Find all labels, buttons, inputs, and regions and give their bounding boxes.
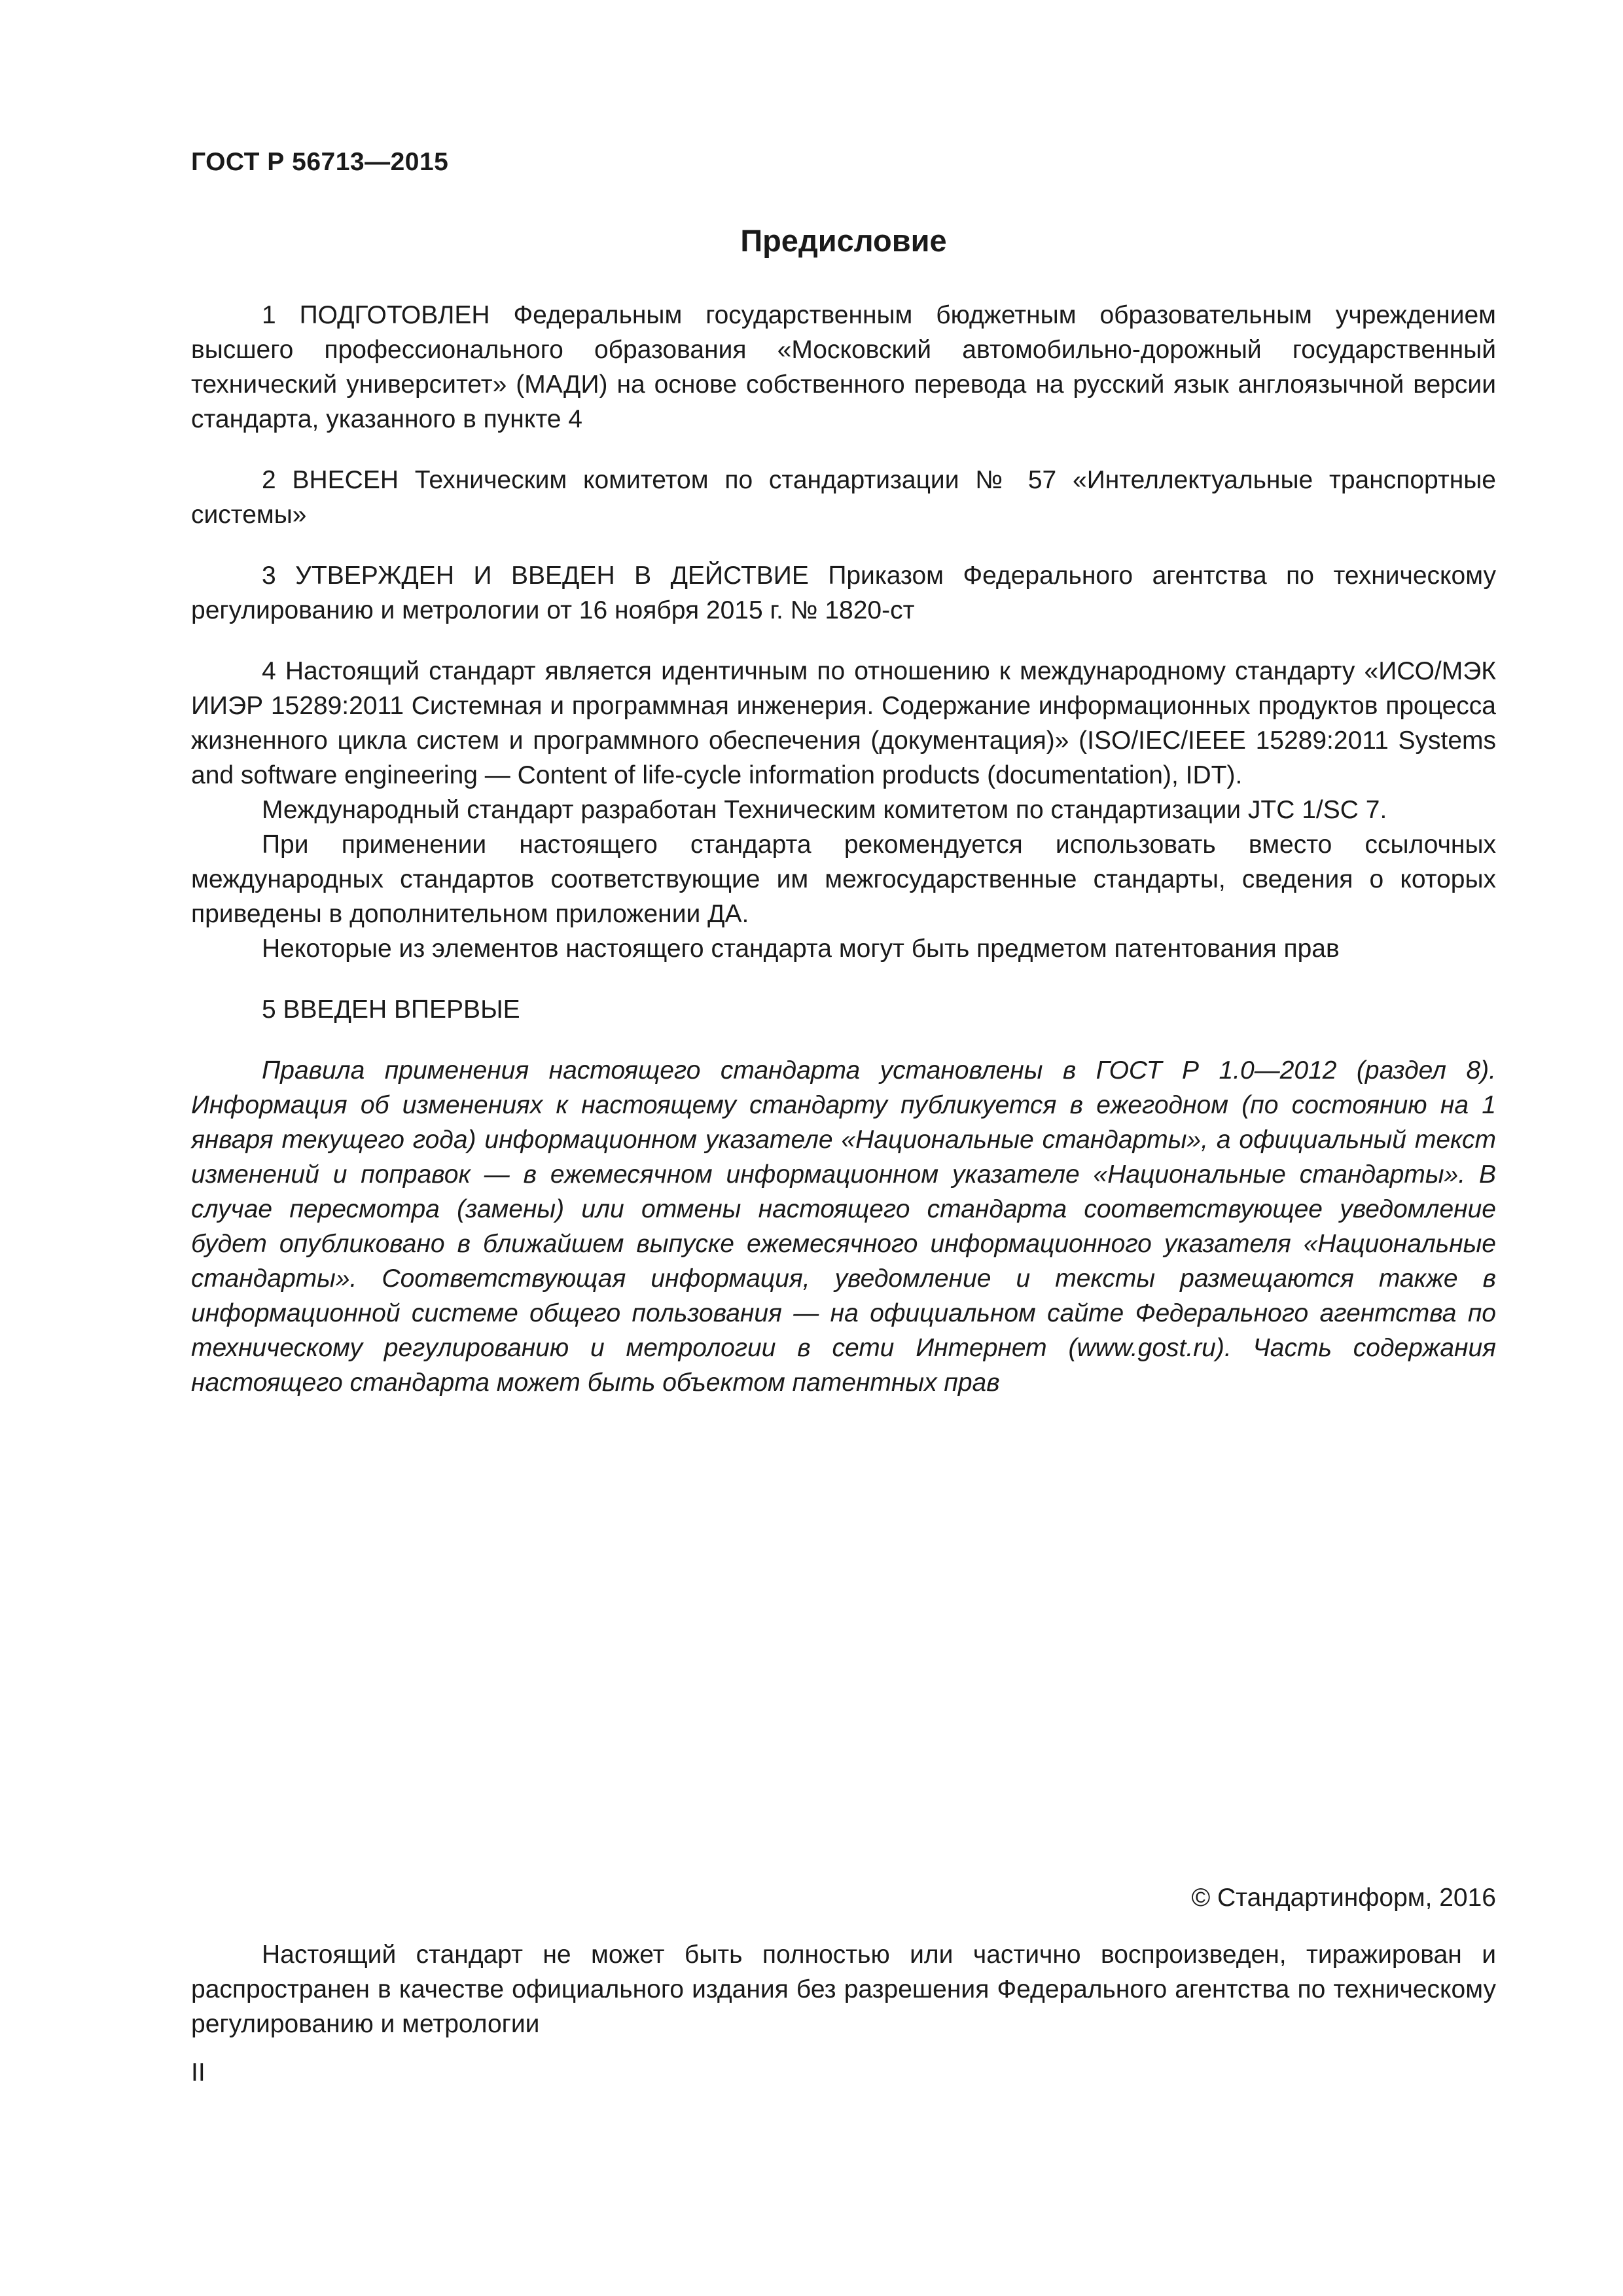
paragraph-application: При применении настоящего стандарта рекомендуется использовать вместо ссылочных международных стандартов соответствующие им межгосударственные стандарты, сведения о которых приведены в дополнительном приложении ДА. bbox=[191, 831, 1496, 928]
copyright: © Стандартинформ, 2016 bbox=[1191, 1884, 1496, 1912]
document-header: ГОСТ Р 56713—2015 bbox=[191, 148, 449, 176]
paragraph-item-5: 5 ВВЕДЕН ВПЕРВЫЕ bbox=[262, 996, 520, 1024]
foreword-body bbox=[191, 298, 1496, 1400]
page-number: II bbox=[191, 2058, 205, 2087]
page-title: Предисловие bbox=[740, 223, 947, 258]
paragraph-item-1: 1 ПОДГОТОВЛЕН Федеральным государственным бюджетным образовательным учреждением высшего профессионального образования «Московский автомобильно-дорожный государственный технический университет» (МАДИ) на основе собственного перевода на русский язык англоязычной версии стандарта, указанного в пункте 4 bbox=[191, 301, 1496, 433]
reproduction-notice: Настоящий стандарт не может быть полностью или частично воспроизведен, тиражирован и распространен в качестве официального издания без разрешения Федерального агентства по техническому регулированию и метрологии bbox=[191, 1941, 1496, 2038]
paragraph-patents: Некоторые из элементов настоящего стандарта могут быть предметом патентования прав bbox=[262, 935, 1340, 963]
paragraph-international-standard: Международный стандарт разработан Техническим комитетом по стандартизации JTC 1/SC 7. bbox=[262, 796, 1387, 824]
paragraph-item-2: 2 ВНЕСЕН Техническим комитетом по стандартизации № 57 «Интеллектуальные транспортные системы» bbox=[191, 466, 1496, 529]
paragraph-item-4: 4 Настоящий стандарт является идентичным по отношению к международному стандарту «ИСО/МЭК ИИЭР 15289:2011 Системная и программная инженерия. Содержание информационных продуктов процесса жизненного цикла систем и программного обеспечения (документация)» (ISO/IEC/IEEE 15289:2011 Systems and software engineering — Content of life-cycle information products (documentation), IDT). bbox=[191, 657, 1496, 789]
paragraph-item-3: 3 УТВЕРЖДЕН И ВВЕДЕН В ДЕЙСТВИЕ Приказом Федерального агентства по техническому регулированию и метрологии от 16 ноября 2015 г. № 1820-ст bbox=[191, 562, 1496, 624]
italic-note: Правила применения настоящего стандарта установлены в ГОСТ Р 1.0—2012 (раздел 8). Информация об изменениях к настоящему стандарту публикуется в ежегодном (по состоянию на 1 января текущего года) информационном указателе «Национальные стандарты», а официальный текст изменений и поправок — в ежемесячном информационном указателе «Национальные стандарты». В случае пересмотра (замены) или отмены настоящего стандарта соответствующее уведомление будет опубликовано в ближайшем выпуске ежемесячного информационного указателя «Национальные стандарты». Соответствующая информация, уведомление и тексты размещаются также в информационной системе общего пользования — на официальном сайте Федерального агентства по техническому регулированию и метрологии в сети Интернет (www.gost.ru). Часть содержания настоящего стандарта может быть объектом патентных прав bbox=[191, 1056, 1496, 1397]
